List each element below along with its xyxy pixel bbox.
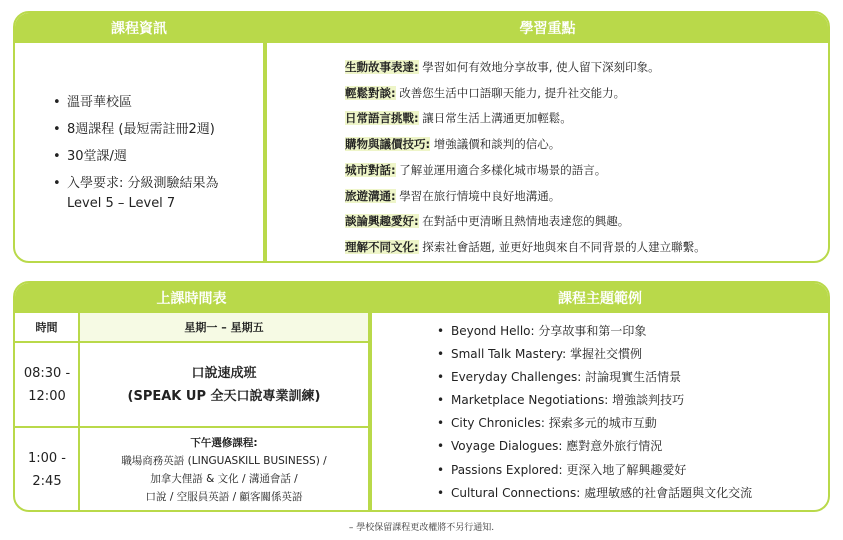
bottom-divider [368,283,372,510]
topic-item: • City Chronicles: 探索多元的城市互動 [437,412,827,435]
course-info-header [15,13,263,43]
schedule-title: 上課時間表 [156,291,227,307]
focus-item: 日常語言挑戰: 讓日常生活上溝通更加輕鬆。 [345,111,572,126]
focus-title: 學習重點 [519,21,576,37]
focus-item: 購物與議價技巧: 增強議價和談判的信心。 [345,137,561,152]
list-item: • 溫哥華校區 [53,93,253,113]
focus-item: 談論興趣愛好: 在對話中更清晰且熱情地表達您的興趣。 [345,214,630,229]
top-panel [13,11,830,263]
topic-item: • Passions Explored: 更深入地了解興趣愛好 [437,459,827,482]
list-item: • 8週課程 (最短需註冊2週) [53,120,253,140]
topic-item: • Small Talk Mastery: 掌握社交慣例 [437,343,827,366]
topics-header [372,283,828,313]
list-item: • 30堂課/週 [53,147,253,167]
focus-item: 旅遊溝通: 學習在旅行情境中良好地溝通。 [345,188,561,203]
focus-item: 輕鬆對談: 改善您生活中口語聊天能力, 提升社交能力。 [345,85,626,100]
topic-item: • Voyage Dialogues: 應對意外旅行情況 [437,435,827,458]
focus-header [267,13,828,43]
top-divider [263,13,267,261]
schedule-row2-course: 下午選修課程: 職場商務英語 (LINGUASKILL BUSINESS) / 加拿大俚語 & 文化 / 溝通會話 / 口說 / 空服員英語 / 顧客關係英語 [121,437,327,503]
course-info-title: 課程資訊 [111,21,167,37]
focus-list [345,55,825,261]
schedule-row1-time: 08:30 - 12:00 [23,365,71,404]
schedule-col-head-days: 星期一 – 星期五 [184,321,264,334]
topics-title: 課程主題範例 [558,291,642,307]
topic-item: • Beyond Hello: 分享故事和第一印象 [437,320,827,343]
topics-list [437,320,827,505]
topic-item: • Everyday Challenges: 討論現實生活情景 [437,366,827,389]
topic-item: • Cultural Connections: 處理敏感的社會話題與文化交流 [437,482,827,505]
schedule-col-head-time: 時間 [35,321,58,334]
course-info-list [53,93,253,214]
schedule-header [15,283,368,313]
footnote: – 學校保留課程更改權將不另行通知. [348,523,495,533]
topic-item: • Marketplace Negotiations: 增強談判技巧 [437,389,827,412]
focus-item: 理解不同文化: 探索社會話題, 並更好地與來自不同背景的人建立聯繫。 [345,239,706,254]
focus-item: 城市對話: 了解並運用適合多樣化城市場景的語言。 [345,162,607,177]
list-item: • 入學要求: 分級測驗結果為 Level 5 – Level 7 [53,174,253,214]
schedule-row2-time: 1:00 - 2:45 [27,451,67,489]
bottom-panel [13,281,830,512]
schedule-row1-course: 口說速成班 (SPEAK UP 全天口說專業訓練) [127,365,321,404]
focus-item: 生動故事表達: 學習如何有效地分享故事, 使人留下深刻印象。 [345,60,660,74]
